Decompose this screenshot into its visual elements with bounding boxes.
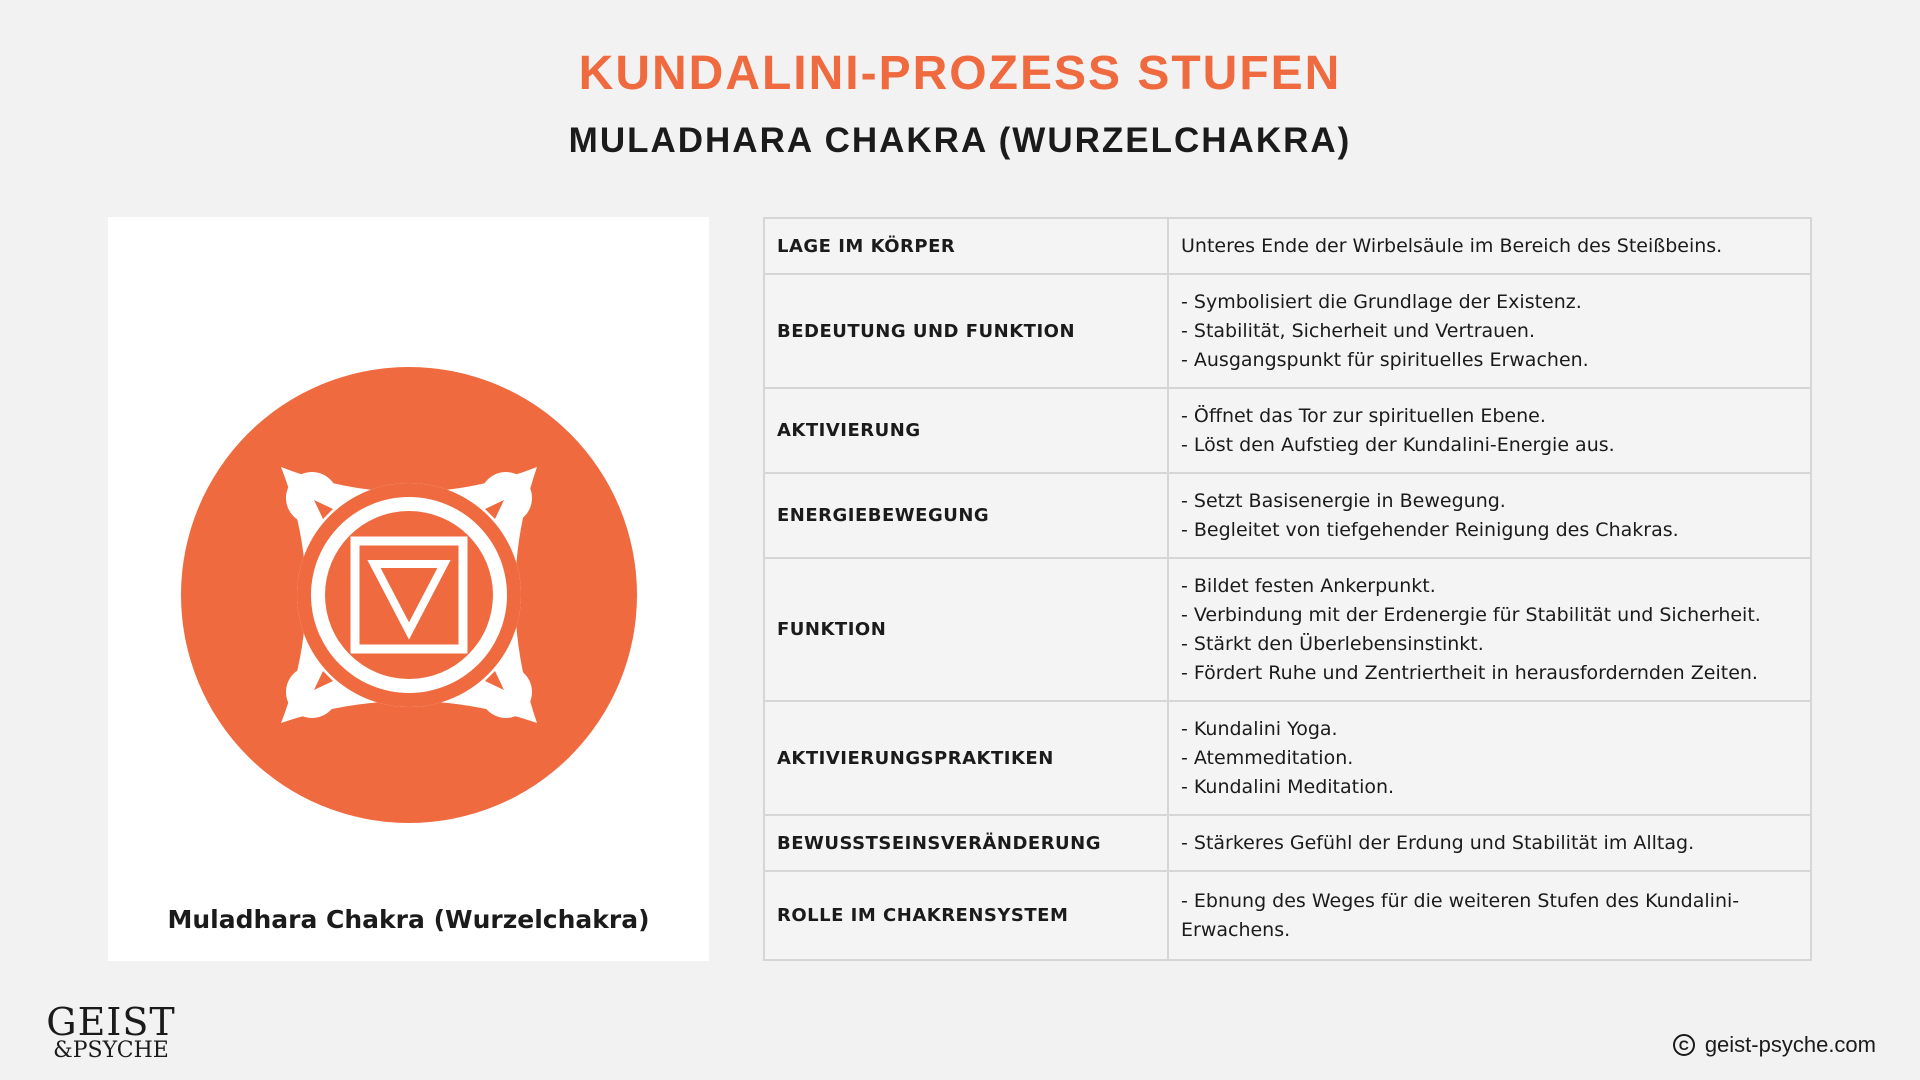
table-row <box>764 473 1811 558</box>
copyright-notice <box>1673 1032 1876 1058</box>
row-value-line: - Ausgangspunkt für spirituelles Erwachen. <box>1181 348 1589 371</box>
table-row <box>764 558 1811 701</box>
row-value-line: - Stärkeres Gefühl der Erdung und Stabilität im Alltag. <box>1181 831 1695 854</box>
row-value-line: - Kundalini Yoga. <box>1181 717 1338 740</box>
row-label: AKTIVIERUNGSPRAKTIKEN <box>764 701 1168 815</box>
chakra-image-card <box>108 217 709 961</box>
row-value-line: - Kundalini Meditation. <box>1181 775 1395 798</box>
row-value-line: - Atemmeditation. <box>1181 746 1354 769</box>
row-label: BEDEUTUNG UND FUNKTION <box>764 274 1168 388</box>
muladhara-chakra-icon <box>181 367 637 823</box>
row-label: AKTIVIERUNG <box>764 388 1168 473</box>
page-subtitle: MULADHARA CHAKRA (WURZELCHAKRA) <box>568 121 1352 160</box>
row-value-line: - Stabilität, Sicherheit und Vertrauen. <box>1181 319 1535 342</box>
row-value <box>1168 218 1811 274</box>
row-label: BEWUSSTSEINSVERÄNDERUNG <box>764 815 1168 871</box>
page-title: KUNDALINI-PROZESS STUFEN <box>578 47 1342 100</box>
row-label: ROLLE IM CHAKRENSYSTEM <box>764 871 1168 960</box>
table-row <box>764 701 1811 815</box>
row-label: LAGE IM KÖRPER <box>764 218 1168 274</box>
row-value <box>1168 871 1811 960</box>
table-row <box>764 388 1811 473</box>
row-value-line: - Bildet festen Ankerpunkt. <box>1181 574 1436 597</box>
table-row <box>764 871 1811 960</box>
table-row <box>764 274 1811 388</box>
logo-text-bottom: &PSYCHE <box>53 1038 169 1063</box>
row-value-line: - Verbindung mit der Erdenergie für Stabilität und Sicherheit. <box>1181 603 1761 626</box>
row-value <box>1168 701 1811 815</box>
row-value <box>1168 274 1811 388</box>
chakra-caption: Muladhara Chakra (Wurzelchakra) <box>167 905 650 934</box>
website-link[interactable]: geist-psyche.com <box>1704 1032 1876 1057</box>
row-value-line: - Ebnung des Weges für die weiteren Stufen des Kundalini-Erwachens. <box>1181 889 1740 941</box>
row-value-line: - Stärkt den Überlebensinstinkt. <box>1181 632 1484 655</box>
chakra-info-table <box>763 217 1812 961</box>
logo-text-top: GEIST <box>46 1000 176 1044</box>
row-label: FUNKTION <box>764 558 1168 701</box>
row-value <box>1168 473 1811 558</box>
row-value <box>1168 558 1811 701</box>
row-value <box>1168 388 1811 473</box>
row-value-line: Unteres Ende der Wirbelsäule im Bereich des Steißbeins. <box>1181 234 1723 257</box>
row-value-line: - Begleitet von tiefgehender Reinigung des Chakras. <box>1181 518 1679 541</box>
row-label: ENERGIEBEWEGUNG <box>764 473 1168 558</box>
row-value-line: - Symbolisiert die Grundlage der Existenz. <box>1181 290 1582 313</box>
copyright-icon: C <box>1673 1034 1695 1056</box>
row-value-line: - Fördert Ruhe und Zentriertheit in herausfordernden Zeiten. <box>1181 661 1758 684</box>
row-value <box>1168 815 1811 871</box>
geist-psyche-logo <box>46 1000 176 1063</box>
row-value-line: - Öffnet das Tor zur spirituellen Ebene. <box>1181 404 1546 427</box>
row-value-line: - Setzt Basisenergie in Bewegung. <box>1181 489 1506 512</box>
table-row <box>764 815 1811 871</box>
table-row <box>764 218 1811 274</box>
row-value-line: - Löst den Aufstieg der Kundalini-Energie aus. <box>1181 433 1615 456</box>
